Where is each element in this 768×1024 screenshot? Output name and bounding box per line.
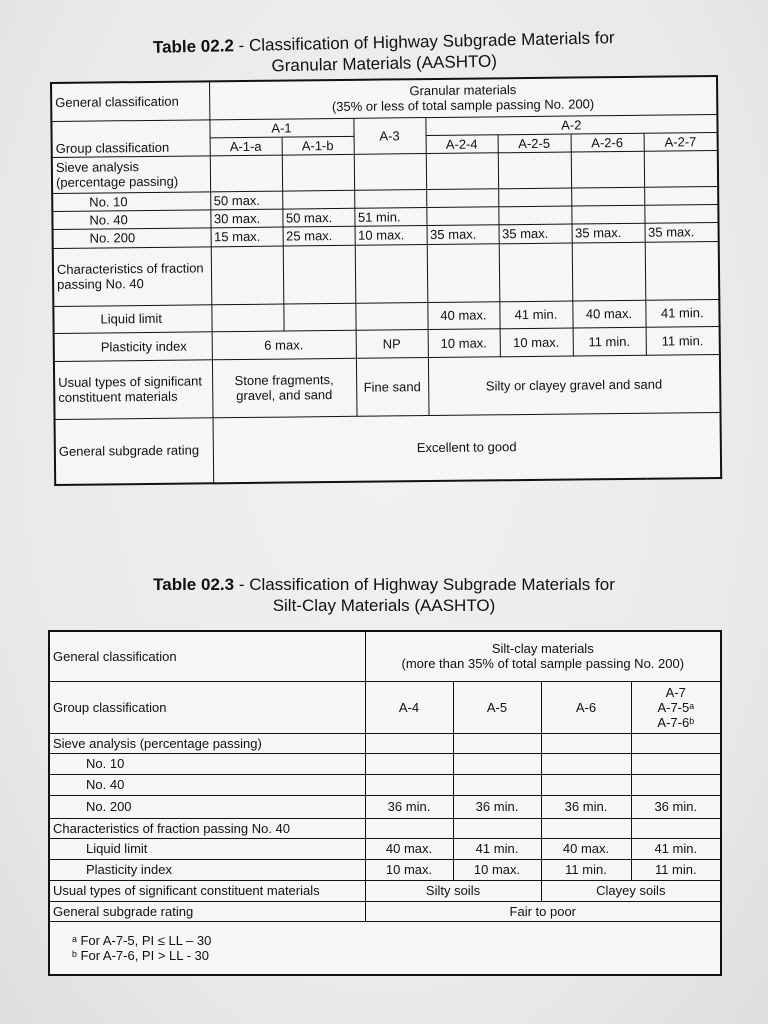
no40-label: No. 40 (49, 774, 365, 795)
table-cell: 11 min. (631, 859, 721, 880)
table2-caption (0, 574, 768, 616)
table-cell: 35 max. (645, 222, 719, 242)
table-cell: 41 min. (499, 301, 572, 329)
plasticity-index-label: Plasticity index (54, 331, 212, 361)
table-cell: 41 min. (631, 838, 721, 859)
group-a75-label: A-7-5ᵃ (657, 699, 695, 715)
granular-materials-title: Granular materials (409, 82, 517, 99)
table-cell: 6 max. (212, 330, 356, 360)
table-cell: 11 min. (541, 859, 631, 880)
group-a5: A-5 (453, 681, 541, 733)
table-row (54, 354, 721, 419)
table-row (49, 818, 721, 838)
table-cell: 30 max. (210, 209, 282, 228)
no200-label: No. 200 (53, 227, 211, 248)
table-cell: 35 max. (427, 224, 499, 244)
table-cell: 40 max. (365, 838, 453, 859)
subgrade-rating-label: General subgrade rating (49, 901, 365, 921)
table-cell: Silty soils (365, 880, 541, 901)
group-classification-label: Group classification (49, 681, 365, 733)
table-cell: 11 min. (646, 326, 720, 355)
table-row (49, 880, 721, 901)
subgrade-rating-label: General subgrade rating (55, 417, 214, 485)
table-cell: Fine sand (356, 357, 429, 416)
table-row (53, 241, 720, 306)
table-cell: NP (356, 329, 428, 358)
group-a76-label: A-7-6ᵇ (657, 714, 695, 730)
granular-materials-note: (35% or less of total sample passing No. 200) (331, 96, 595, 115)
group-a4: A-4 (365, 681, 453, 733)
table2-caption-text: - Classification of Highway Subgrade Materials for (238, 575, 615, 594)
table1-caption-number: Table 02.2 (152, 36, 235, 57)
silt-clay-header (365, 631, 721, 681)
sieve-analysis-label: Sieve analysis (percentage passing) (49, 733, 365, 753)
table-row (49, 733, 721, 753)
footnotes (49, 921, 721, 975)
no10-label: No. 10 (49, 753, 365, 774)
table-cell: 10 max. (500, 328, 573, 357)
table-cell: 40 max. (572, 300, 645, 328)
table-cell: 11 min. (573, 327, 646, 356)
table-row (49, 774, 721, 795)
no10-label: No. 10 (52, 191, 210, 211)
group-a25: A-2-5 (498, 134, 571, 153)
group-classification-label: Group classification (51, 119, 209, 157)
table-cell: 10 max. (355, 225, 427, 245)
table-cell: 51 min. (354, 207, 426, 226)
table-row (55, 412, 722, 485)
table-row (49, 838, 721, 859)
table-cell: 10 max. (428, 328, 500, 357)
general-classification-label: General classification (51, 81, 209, 121)
table2-caption-line2: Silt-Clay Materials (AASHTO) (272, 596, 496, 615)
group-a24: A-2-4 (426, 134, 498, 153)
liquid-limit-label: Liquid limit (53, 304, 211, 333)
table-cell: 36 min. (631, 795, 721, 818)
group-a1b: A-1-b (282, 136, 354, 155)
table-row (49, 921, 721, 975)
table-cell: 15 max. (211, 227, 283, 247)
footnote-a: ᵃ For A-7-5, PI ≤ LL – 30 (72, 932, 212, 948)
granular-materials-table (50, 75, 722, 486)
table-cell: 41 min. (453, 838, 541, 859)
table-cell: 10 max. (365, 859, 453, 880)
group-a1a: A-1-a (210, 137, 282, 156)
table-cell: 25 max. (283, 226, 355, 246)
sieve-analysis-label: Sieve analysis (percentage passing) (52, 155, 210, 193)
group-a7 (631, 681, 721, 733)
table-cell: 41 min. (645, 299, 719, 327)
usual-types-label: Usual types of significant constituent materials (49, 880, 365, 901)
no40-label: No. 40 (52, 209, 210, 229)
table-cell: Excellent to good (213, 412, 722, 483)
table-cell: 35 max. (499, 224, 572, 244)
group-a7-label: A-7 (665, 684, 686, 700)
group-a26: A-2-6 (571, 133, 644, 152)
plasticity-index-label: Plasticity index (49, 859, 365, 880)
table1-caption-line2: Granular Materials (AASHTO) (271, 51, 498, 76)
group-a6: A-6 (541, 681, 631, 733)
table-row (49, 681, 721, 733)
characteristics-label: Characteristics of fraction passing No. 40 (49, 818, 365, 838)
table-row (49, 795, 721, 818)
group-a3-header: A-3 (353, 117, 425, 154)
table-row (49, 753, 721, 774)
table2-caption-number: Table 02.3 (153, 575, 235, 594)
footnote-b: ᵇ For A-7-6, PI > LL - 30 (72, 947, 210, 963)
silt-clay-title: Silt-clay materials (491, 641, 594, 657)
table-cell: Clayey soils (541, 880, 721, 901)
table-row (49, 901, 721, 921)
group-a27: A-2-7 (644, 132, 718, 151)
group-a2-header: A-2 (425, 114, 717, 135)
table-cell: Stone fragments, gravel, and sand (212, 358, 357, 418)
table-cell: Fair to poor (365, 901, 721, 921)
no200-label: No. 200 (49, 795, 365, 818)
liquid-limit-label: Liquid limit (49, 838, 365, 859)
general-classification-label: General classification (49, 631, 365, 681)
table-cell: 50 max. (210, 191, 282, 210)
table-cell: 40 max. (427, 301, 499, 329)
table-cell: 36 min. (541, 795, 631, 818)
table-cell: 36 min. (453, 795, 541, 818)
table-row (49, 859, 721, 880)
table-cell: Silty or clayey gravel and sand (428, 354, 721, 415)
silt-clay-note: (more than 35% of total sample passing No. 200) (401, 656, 685, 672)
table1-caption-text: - Classification of Highway Subgrade Materials for (238, 28, 615, 56)
granular-materials-header (209, 76, 717, 119)
table-cell: 10 max. (453, 859, 541, 880)
table-row (49, 631, 721, 681)
table-cell: 36 min. (365, 795, 453, 818)
table-cell: 40 max. (541, 838, 631, 859)
usual-types-label: Usual types of significant constituent materials (54, 359, 213, 419)
silt-clay-materials-table (48, 630, 722, 976)
group-a1-header: A-1 (209, 118, 353, 138)
table-cell: 50 max. (282, 208, 354, 227)
table-cell: 35 max. (572, 223, 645, 243)
characteristics-label: Characteristics of fraction passing No. 40 (53, 246, 212, 306)
